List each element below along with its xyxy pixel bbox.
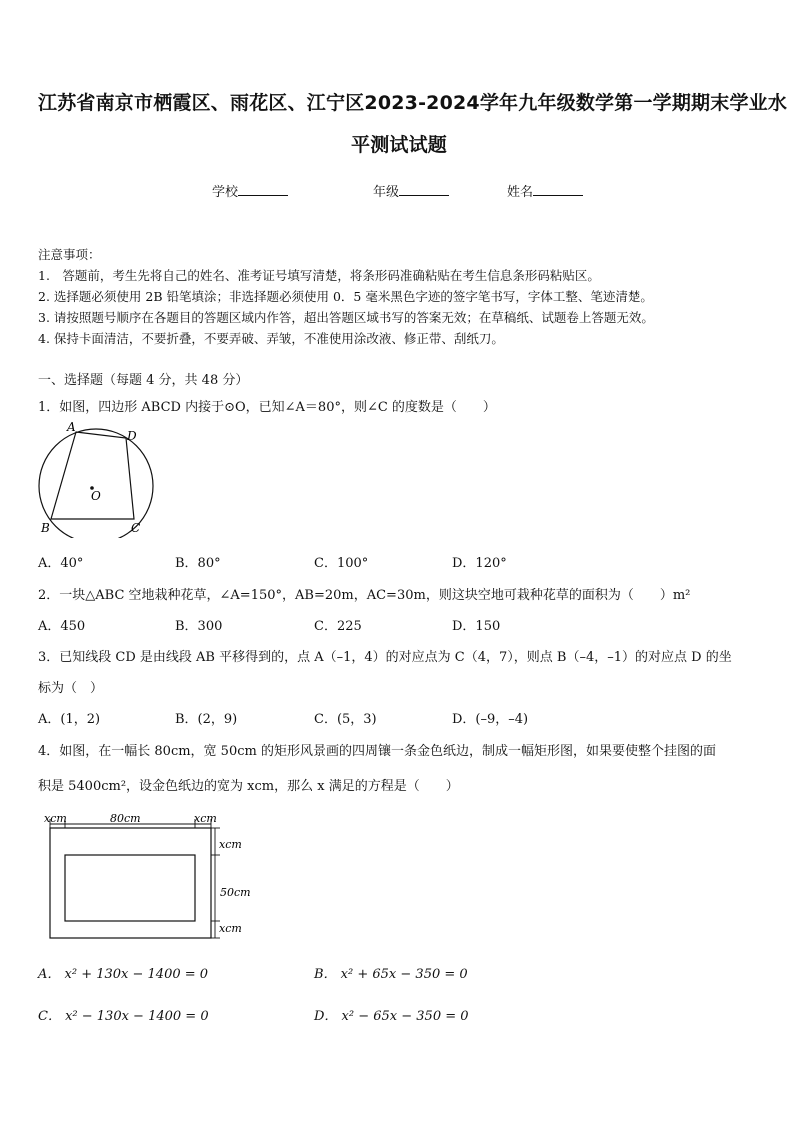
school-label: 学校	[212, 185, 239, 200]
name-label: 姓名	[507, 185, 534, 200]
question-1-figure	[30, 418, 170, 538]
notice-item-2: 2. 选择题必须使用 2B 铅笔填涂；非选择题必须使用 0．5 毫米黑色字迹的签字笔书写，字体工整、笔迹清楚。	[38, 289, 653, 304]
document-title-line-1: 江苏省南京市栖霞区、雨花区、江宁区2023-2024学年九年级数学第一学期期末学业水	[38, 92, 788, 114]
school-blank	[238, 183, 288, 196]
question-1-option-a: A．40°	[38, 556, 84, 571]
label-a: A	[67, 420, 76, 434]
question-3-text-line-1: 3．已知线段 CD 是由线段 AB 平移得到的，点 A（–1，4）的对应点为 C（4，7），则点 B（–4，–1）的对应点 D 的坐	[38, 650, 732, 665]
question-4-option-d: D． x² − 65x − 350 = 0	[314, 1009, 469, 1024]
document-title-line-2: 平测试试题	[351, 134, 448, 156]
notice-item-4: 4. 保持卡面清洁，不要折叠，不要弄破、弄皱，不准使用涂改液、修正带、刮纸刀。	[38, 331, 504, 346]
label-b: B	[41, 521, 50, 535]
question-4-option-a: A． x² + 130x − 1400 = 0	[38, 967, 209, 982]
notice-item-1: 1. 答题前，考生先将自己的姓名、准考证号填写清楚，将条形码准确粘贴在考生信息条形码粘贴区。	[38, 268, 600, 283]
question-2-option-a: A．450	[38, 619, 86, 634]
question-1-option-d: D．120°	[452, 556, 507, 571]
label-d: D	[127, 429, 137, 443]
label-o: O	[91, 489, 101, 503]
name-blank	[533, 183, 583, 196]
label-top-left-xcm: xcm	[44, 812, 67, 825]
label-right-top-xcm: xcm	[219, 838, 242, 851]
school-field	[212, 181, 288, 200]
inner-picture	[65, 855, 195, 921]
name-field	[507, 181, 583, 200]
question-1-text: 1．如图，四边形 ABCD 内接于⊙O，已知∠A＝80°，则∠C 的度数是（ ）	[38, 400, 496, 415]
question-4-figure	[38, 810, 268, 945]
notice-heading: 注意事项：	[38, 247, 101, 262]
question-4-option-c: C． x² − 130x − 1400 = 0	[38, 1009, 209, 1024]
label-top-80cm: 80cm	[110, 812, 141, 825]
question-4-option-b: B． x² + 65x − 350 = 0	[314, 967, 468, 982]
label-right-50cm: 50cm	[220, 886, 251, 899]
grade-label: 年级	[373, 185, 400, 200]
question-4-text-line-1: 4．如图，在一幅长 80cm，宽 50cm 的矩形风景画的四周镶一条金色纸边，制成一幅矩形图，如果要使整个挂图的面	[38, 744, 716, 759]
question-3-option-c: C．(5，3)	[314, 712, 377, 727]
question-2-option-d: D．150	[452, 619, 501, 634]
question-2-option-c: C．225	[314, 619, 362, 634]
question-2-option-b: B．300	[175, 619, 223, 634]
question-3-option-d: D．(–9，–4)	[452, 712, 529, 727]
section-heading: 一、选择题（每题 4 分，共 48 分）	[38, 373, 249, 388]
label-top-right-xcm: xcm	[194, 812, 217, 825]
notice-item-3: 3. 请按照题号顺序在各题目的答题区域内作答，超出答题区域书写的答案无效；在草稿纸、试题卷上答题无效。	[38, 310, 654, 325]
label-right-bottom-xcm: xcm	[219, 922, 242, 935]
question-3-option-b: B．(2，9)	[175, 712, 238, 727]
question-3-text-line-2: 标为（ ）	[38, 681, 104, 696]
quadrilateral-abcd	[51, 432, 134, 519]
question-1-option-c: C．100°	[314, 556, 369, 571]
question-4-text-line-2: 积是 5400cm²，设金色纸边的宽为 xcm，那么 x 满足的方程是（ ）	[38, 779, 459, 794]
grade-blank	[399, 183, 449, 196]
question-2-text: 2．一块△ABC 空地栽种花草，∠A=150°，AB=20m，AC=30m，则这块空地可栽种花草的面积为（ ）m²	[38, 588, 691, 603]
grade-field	[373, 181, 449, 200]
question-1-option-b: B．80°	[175, 556, 221, 571]
question-3-option-a: A．(1，2)	[38, 712, 101, 727]
label-c: C	[131, 521, 141, 535]
